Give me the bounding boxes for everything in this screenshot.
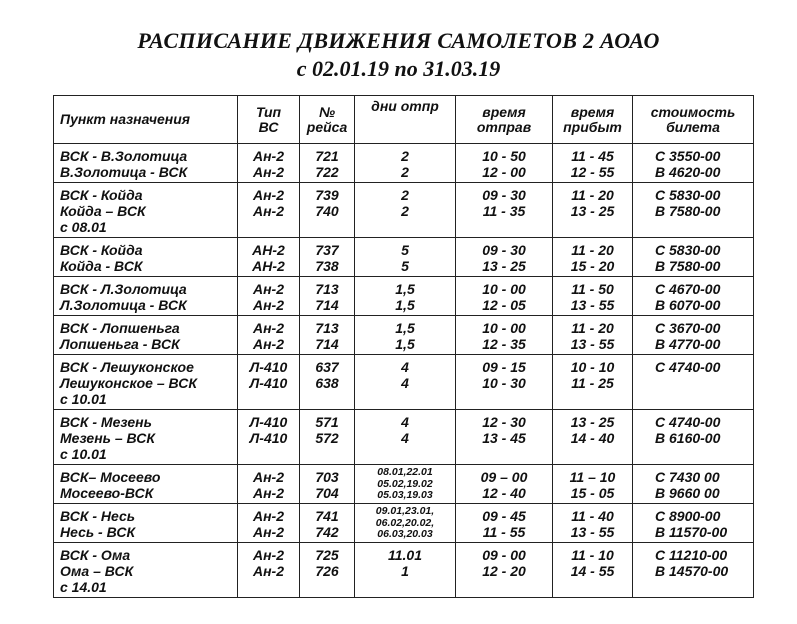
table-row bbox=[54, 410, 754, 465]
aircraft-type-cell-line: Ан-2 bbox=[252, 281, 284, 297]
days-cell-line: 1,5 bbox=[395, 297, 415, 313]
flight-number-cell-line: 714 bbox=[315, 297, 339, 313]
aircraft-type-cell-line: АН-2 bbox=[252, 258, 285, 274]
departure-time-cell-line: 12 - 30 bbox=[482, 414, 526, 430]
destination-cell-line: с 14.01 bbox=[60, 579, 107, 595]
destination-cell-line: ВСК - Койда bbox=[60, 187, 143, 203]
aircraft-type-cell-line: АН-2 bbox=[252, 242, 285, 258]
arrival-time-cell-line: 11 - 25 bbox=[571, 375, 614, 391]
table-row bbox=[54, 355, 754, 410]
destination-cell bbox=[54, 238, 238, 277]
flight-number-cell bbox=[300, 355, 355, 410]
aircraft-type-cell bbox=[238, 504, 300, 543]
departure-time-cell-line: 11 - 35 bbox=[482, 203, 526, 219]
aircraft-type-cell bbox=[238, 183, 300, 238]
days-cell-line: 08.01,22.01 bbox=[377, 466, 433, 478]
destination-cell-line: с 10.01 bbox=[60, 446, 107, 462]
departure-time-cell-line: 09 - 45 bbox=[482, 508, 526, 524]
table-row bbox=[54, 543, 754, 598]
destination-cell-line: Л.Золотица - ВСК bbox=[60, 297, 187, 313]
arrival-time-cell-line: 11 - 50 bbox=[571, 281, 614, 297]
aircraft-type-cell-line: Л-410 bbox=[249, 430, 288, 446]
aircraft-type-cell-line: Ан-2 bbox=[252, 524, 284, 540]
aircraft-type-cell-line: Л-410 bbox=[249, 359, 288, 375]
days-cell-line: 1,5 bbox=[395, 320, 415, 336]
aircraft-type-cell-line: Ан-2 bbox=[252, 547, 284, 563]
arrival-time-cell bbox=[553, 144, 633, 183]
price-cell bbox=[633, 465, 754, 504]
arrival-time-cell-line: 13 - 55 bbox=[570, 336, 615, 352]
price-cell-line: С 4740-00 bbox=[655, 359, 721, 375]
arrival-time-cell-line: 11 - 40 bbox=[571, 508, 614, 524]
price-cell-line: В 4620-00 bbox=[655, 164, 721, 180]
price-cell bbox=[633, 355, 754, 410]
flight-number-cell-line: 703 bbox=[315, 469, 339, 485]
days-cell-line: 09.01,23.01, bbox=[375, 505, 435, 517]
days-cell-line: 4 bbox=[401, 375, 409, 391]
schedule-table bbox=[53, 95, 754, 598]
departure-time-cell-line: 12 - 00 bbox=[482, 164, 526, 180]
departure-time-cell-line: 09 – 00 bbox=[480, 469, 528, 485]
destination-cell-line: ВСК - Лопшеньга bbox=[60, 320, 180, 336]
flight-number-cell-line: 713 bbox=[315, 281, 339, 297]
price-cell bbox=[633, 183, 754, 238]
days-cell bbox=[355, 543, 456, 598]
destination-cell-line: с 08.01 bbox=[60, 219, 107, 235]
price-cell-line: В 7580-00 bbox=[655, 203, 721, 219]
departure-time-cell-line: 09 - 30 bbox=[482, 242, 526, 258]
price-cell bbox=[633, 144, 754, 183]
flight-number-cell-line: 740 bbox=[315, 203, 339, 219]
arrival-time-cell-line: 15 - 05 bbox=[570, 485, 615, 501]
days-cell-line: 4 bbox=[401, 359, 409, 375]
days-cell-line: 11.01 bbox=[388, 547, 422, 563]
header-row bbox=[54, 96, 754, 144]
price-cell-line: С 4670-00 bbox=[655, 281, 721, 297]
days-cell-line: 2 bbox=[401, 148, 409, 164]
arrival-time-cell-line: 11 – 10 bbox=[569, 469, 616, 485]
departure-time-cell bbox=[456, 183, 553, 238]
table-row bbox=[54, 277, 754, 316]
flight-number-cell-line: 638 bbox=[315, 375, 339, 391]
days-cell-line: 2 bbox=[401, 187, 409, 203]
flight-number-cell bbox=[300, 465, 355, 504]
aircraft-type-cell bbox=[238, 355, 300, 410]
aircraft-type-cell-line: Ан-2 bbox=[252, 485, 284, 501]
header-destination: Пункт назначения bbox=[54, 96, 238, 144]
price-cell-line: С 11210-00 bbox=[655, 547, 728, 563]
flight-number-cell-line: 738 bbox=[315, 258, 339, 274]
destination-cell-line: Койда – ВСК bbox=[60, 203, 146, 219]
destination-cell bbox=[54, 504, 238, 543]
days-cell bbox=[355, 277, 456, 316]
departure-time-cell-line: 10 - 00 bbox=[482, 320, 526, 336]
arrival-time-cell-line: 13 - 55 bbox=[570, 297, 615, 313]
departure-time-cell-line: 13 - 25 bbox=[482, 258, 526, 274]
aircraft-type-cell bbox=[238, 316, 300, 355]
days-cell-line: 1 bbox=[401, 563, 409, 579]
aircraft-type-cell-line: Л-410 bbox=[249, 375, 288, 391]
price-cell bbox=[633, 238, 754, 277]
departure-time-cell-line: 09 - 00 bbox=[482, 547, 526, 563]
days-cell-line: 06.02,20.02, bbox=[375, 516, 435, 529]
flight-number-cell-line: 714 bbox=[315, 336, 339, 352]
flight-number-cell bbox=[300, 316, 355, 355]
flight-number-cell bbox=[300, 277, 355, 316]
arrival-time-cell bbox=[553, 316, 633, 355]
departure-time-cell-line: 11 - 55 bbox=[482, 524, 526, 540]
destination-cell bbox=[54, 543, 238, 598]
destination-cell-line: ВСК– Мосеево bbox=[60, 469, 161, 485]
departure-time-cell-line: 10 - 30 bbox=[482, 375, 526, 391]
table-row bbox=[54, 183, 754, 238]
departure-time-cell bbox=[456, 316, 553, 355]
departure-time-cell-line: 09 - 30 bbox=[482, 187, 526, 203]
header-departure: время отправ bbox=[456, 96, 553, 144]
days-cell bbox=[355, 504, 456, 543]
departure-time-cell bbox=[456, 465, 553, 504]
destination-cell-line: Несь - ВСК bbox=[60, 524, 136, 540]
destination-cell-line: ВСК - Ома bbox=[60, 547, 131, 563]
price-cell-line: С 5830-00 bbox=[655, 187, 721, 203]
flight-number-cell-line: 572 bbox=[315, 430, 339, 446]
destination-cell-line: В.Золотица - ВСК bbox=[60, 164, 188, 180]
aircraft-type-cell bbox=[238, 238, 300, 277]
days-cell bbox=[355, 238, 456, 277]
arrival-time-cell bbox=[553, 277, 633, 316]
aircraft-type-cell bbox=[238, 543, 300, 598]
flight-number-cell-line: 721 bbox=[315, 148, 339, 164]
aircraft-type-cell-line: Ан-2 bbox=[252, 508, 284, 524]
flight-number-cell-line: 704 bbox=[315, 485, 339, 501]
destination-cell bbox=[54, 277, 238, 316]
days-cell-line: 06.03,20.03 bbox=[377, 528, 433, 540]
price-cell bbox=[633, 410, 754, 465]
price-cell-line: С 7430 00 bbox=[655, 469, 720, 485]
price-cell-line: В 9660 00 bbox=[655, 485, 720, 501]
flight-number-cell bbox=[300, 183, 355, 238]
days-cell-line: 5 bbox=[401, 258, 409, 274]
aircraft-type-cell-line: Ан-2 bbox=[252, 563, 284, 579]
arrival-time-cell-line: 13 - 55 bbox=[570, 524, 615, 540]
arrival-time-cell-line: 13 - 25 bbox=[570, 414, 615, 430]
flight-number-cell-line: 725 bbox=[315, 547, 339, 563]
arrival-time-cell-line: 14 - 40 bbox=[570, 430, 615, 446]
destination-cell-line: Мосеево-ВСК bbox=[60, 485, 154, 501]
price-cell-line: В 6160-00 bbox=[655, 430, 721, 446]
days-cell bbox=[355, 355, 456, 410]
header-arrival: время прибыт bbox=[553, 96, 633, 144]
destination-cell bbox=[54, 355, 238, 410]
destination-cell-line: ВСК - Несь bbox=[60, 508, 136, 524]
arrival-time-cell-line: 14 - 55 bbox=[570, 563, 615, 579]
destination-cell-line: с 10.01 bbox=[60, 391, 107, 407]
flight-number-cell bbox=[300, 543, 355, 598]
departure-time-cell bbox=[456, 238, 553, 277]
departure-time-cell-line: 09 - 15 bbox=[482, 359, 526, 375]
header-days: дни отпр bbox=[355, 96, 456, 144]
price-cell-line: В 11570-00 bbox=[655, 524, 728, 540]
departure-time-cell-line: 10 - 50 bbox=[482, 148, 526, 164]
destination-cell bbox=[54, 144, 238, 183]
departure-time-cell-line: 12 - 20 bbox=[482, 563, 526, 579]
days-cell bbox=[355, 465, 456, 504]
arrival-time-cell-line: 15 - 20 bbox=[570, 258, 615, 274]
arrival-time-cell-line: 12 - 55 bbox=[570, 164, 615, 180]
days-cell-line: 5 bbox=[401, 242, 409, 258]
arrival-time-cell-line: 11 - 45 bbox=[571, 148, 614, 164]
destination-cell-line: ВСК - Мезень bbox=[60, 414, 152, 430]
destination-cell bbox=[54, 183, 238, 238]
destination-cell-line: Лешуконское – ВСК bbox=[60, 375, 198, 391]
flight-number-cell-line: 571 bbox=[315, 414, 339, 430]
departure-time-cell bbox=[456, 277, 553, 316]
arrival-time-cell bbox=[553, 355, 633, 410]
price-cell bbox=[633, 316, 754, 355]
days-cell-line: 05.02,19.02 bbox=[377, 477, 433, 490]
destination-cell-line: ВСК - Лешуконское bbox=[60, 359, 194, 375]
departure-time-cell bbox=[456, 504, 553, 543]
header-price: стоимость билета bbox=[633, 96, 754, 144]
price-cell-line: С 8900-00 bbox=[655, 508, 721, 524]
table-row bbox=[54, 238, 754, 277]
days-cell bbox=[355, 144, 456, 183]
days-cell-line: 4 bbox=[401, 430, 409, 446]
destination-cell-line: ВСК - Л.Золотица bbox=[60, 281, 187, 297]
aircraft-type-cell-line: Ан-2 bbox=[252, 164, 284, 180]
flight-number-cell-line: 741 bbox=[315, 508, 339, 524]
departure-time-cell bbox=[456, 410, 553, 465]
arrival-time-cell bbox=[553, 504, 633, 543]
price-cell-line: В 4770-00 bbox=[655, 336, 721, 352]
header-flight-number: № рейса bbox=[300, 96, 355, 144]
aircraft-type-cell-line: Л-410 bbox=[249, 414, 288, 430]
aircraft-type-cell bbox=[238, 410, 300, 465]
destination-cell bbox=[54, 316, 238, 355]
table-row bbox=[54, 465, 754, 504]
days-cell-line: 2 bbox=[401, 203, 409, 219]
price-cell-line: В 14570-00 bbox=[655, 563, 729, 579]
destination-cell bbox=[54, 410, 238, 465]
destination-cell-line: Лопшеньга - ВСК bbox=[60, 336, 180, 352]
header-aircraft-type: Тип ВС bbox=[238, 96, 300, 144]
departure-time-cell bbox=[456, 355, 553, 410]
days-cell-line: 2 bbox=[401, 164, 409, 180]
arrival-time-cell bbox=[553, 465, 633, 504]
departure-time-cell-line: 13 - 45 bbox=[482, 430, 526, 446]
price-cell bbox=[633, 504, 754, 543]
schedule-period: с 02.01.19 по 31.03.19 bbox=[296, 56, 501, 81]
arrival-time-cell-line: 11 - 20 bbox=[571, 242, 614, 258]
flight-number-cell-line: 742 bbox=[315, 524, 339, 540]
price-cell-line: С 3550-00 bbox=[655, 148, 721, 164]
aircraft-type-cell bbox=[238, 144, 300, 183]
price-cell-line: С 4740-00 bbox=[655, 414, 721, 430]
days-cell bbox=[355, 410, 456, 465]
price-cell-line: С 5830-00 bbox=[655, 242, 721, 258]
destination-cell-line: Мезень – ВСК bbox=[60, 430, 156, 446]
aircraft-type-cell bbox=[238, 465, 300, 504]
departure-time-cell bbox=[456, 543, 553, 598]
flight-number-cell-line: 722 bbox=[315, 164, 339, 180]
flight-number-cell bbox=[300, 410, 355, 465]
days-cell bbox=[355, 183, 456, 238]
price-cell bbox=[633, 277, 754, 316]
days-cell-line: 4 bbox=[401, 414, 409, 430]
flight-number-cell bbox=[300, 504, 355, 543]
aircraft-type-cell bbox=[238, 277, 300, 316]
aircraft-type-cell-line: Ан-2 bbox=[252, 336, 284, 352]
flight-number-cell bbox=[300, 238, 355, 277]
arrival-time-cell bbox=[553, 183, 633, 238]
table-row bbox=[54, 144, 754, 183]
arrival-time-cell-line: 13 - 25 bbox=[570, 203, 615, 219]
aircraft-type-cell-line: Ан-2 bbox=[252, 187, 284, 203]
arrival-time-cell-line: 11 - 20 bbox=[571, 320, 614, 336]
aircraft-type-cell-line: Ан-2 bbox=[252, 320, 284, 336]
arrival-time-cell bbox=[553, 238, 633, 277]
flight-number-cell bbox=[300, 144, 355, 183]
destination-cell bbox=[54, 465, 238, 504]
departure-time-cell-line: 12 - 40 bbox=[482, 485, 526, 501]
flight-number-cell-line: 637 bbox=[315, 359, 339, 375]
arrival-time-cell-line: 11 - 10 bbox=[571, 547, 614, 563]
days-cell-line: 1,5 bbox=[395, 336, 415, 352]
price-cell-line: В 7580-00 bbox=[655, 258, 721, 274]
days-cell bbox=[355, 316, 456, 355]
departure-time-cell bbox=[456, 144, 553, 183]
arrival-time-cell-line: 10 - 10 bbox=[570, 359, 615, 375]
aircraft-type-cell-line: Ан-2 bbox=[252, 469, 284, 485]
flight-number-cell-line: 739 bbox=[315, 187, 339, 203]
aircraft-type-cell-line: Ан-2 bbox=[252, 297, 284, 313]
arrival-time-cell bbox=[553, 543, 633, 598]
flight-number-cell-line: 713 bbox=[315, 320, 339, 336]
destination-cell-line: Ома – ВСК bbox=[60, 563, 134, 579]
departure-time-cell-line: 12 - 05 bbox=[482, 297, 526, 313]
days-cell-line: 1,5 bbox=[395, 281, 415, 297]
destination-cell-line: Койда - ВСК bbox=[60, 258, 143, 274]
arrival-time-cell-line: 11 - 20 bbox=[571, 187, 614, 203]
destination-cell-line: ВСК - Койда bbox=[60, 242, 143, 258]
departure-time-cell-line: 10 - 00 bbox=[482, 281, 526, 297]
price-cell-line: В 6070-00 bbox=[655, 297, 721, 313]
table-row bbox=[54, 316, 754, 355]
aircraft-type-cell-line: Ан-2 bbox=[252, 203, 284, 219]
aircraft-type-cell-line: Ан-2 bbox=[252, 148, 284, 164]
destination-cell-line: ВСК - В.Золотица bbox=[60, 148, 188, 164]
table-row bbox=[54, 504, 754, 543]
days-cell-line: 05.03,19.03 bbox=[377, 489, 433, 501]
departure-time-cell-line: 12 - 35 bbox=[482, 336, 526, 352]
arrival-time-cell bbox=[553, 410, 633, 465]
flight-number-cell-line: 737 bbox=[315, 242, 339, 258]
price-cell bbox=[633, 543, 754, 598]
flight-number-cell-line: 726 bbox=[315, 563, 339, 579]
price-cell-line: С 3670-00 bbox=[655, 320, 721, 336]
schedule-title: РАСПИСАНИЕ ДВИЖЕНИЯ САМОЛЕТОВ 2 АОАО bbox=[137, 28, 660, 53]
